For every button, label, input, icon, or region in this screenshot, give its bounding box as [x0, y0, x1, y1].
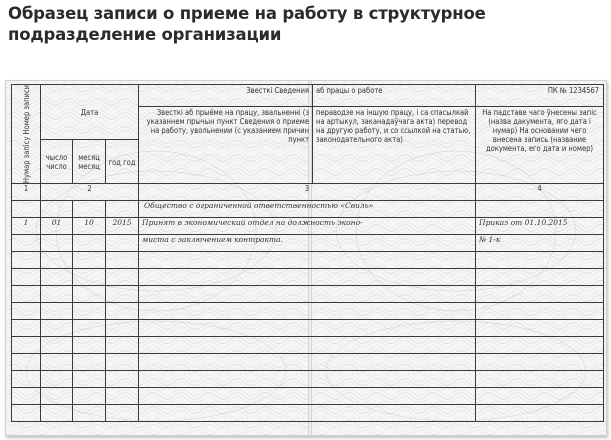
work-book-form — [5, 80, 607, 436]
header-pk — [476, 85, 604, 107]
header-basis: На падставе чаго ўнесены запіс (назва дакумента, яго дата і нумар) На основании чего внесена запись (название документа, его дата и номер) — [476, 107, 604, 184]
header-info-main: Звесткі аб прыёме на працу, звальненні (з указаннем прычын пункт Сведения о приеме на работу, увольнении (с указанием причин пункт — [139, 107, 313, 184]
header-entry-number: Нумар запісу Номер записи — [12, 85, 41, 184]
page-title: Образец записи о приеме на работу в структурное подразделение организации — [8, 4, 486, 44]
entry-text-line-2: миста с заключением контракта. — [139, 235, 476, 252]
pk-number: ПК № 1234567 — [547, 86, 600, 95]
empty-row — [12, 320, 604, 337]
header-work-top: аб працы о работе — [313, 85, 476, 107]
entry-text-line-1: Принят в экономический отдел на должность эконо- — [139, 218, 476, 235]
column-number-4: 4 — [476, 184, 604, 201]
empty-row — [12, 405, 604, 422]
entry-basis-line-1: Приказ от 01.10.2015 — [476, 218, 604, 235]
entry-number: 1 — [12, 218, 41, 235]
header-work-main: пераводзе на іншую працу, і са спасылкай на артыкул, заканадаўчага акта) перевод на другую работу, и со ссылкой на статью, законодательного акта) — [313, 107, 476, 184]
header-day: чысло число — [41, 140, 73, 184]
header-date: Дата — [41, 85, 139, 140]
entry-organization: Общество с ограниченной ответственностью «Свиль» — [139, 201, 476, 218]
empty-row — [12, 371, 604, 388]
empty-row — [12, 388, 604, 405]
column-number-2: 2 — [41, 184, 139, 201]
empty-row — [12, 337, 604, 354]
header-month: месяц месяц — [73, 140, 106, 184]
entry-day: 01 — [41, 218, 73, 235]
header-year: год год — [106, 140, 139, 184]
empty-row — [12, 286, 604, 303]
entry-basis-line-2: № 1-к — [476, 235, 604, 252]
empty-row — [12, 269, 604, 286]
entry-year: 2015 — [106, 218, 139, 235]
entry-month: 10 — [73, 218, 106, 235]
empty-row — [12, 354, 604, 371]
column-number-1: 1 — [12, 184, 41, 201]
entries-table — [11, 84, 604, 422]
header-info-top: Звесткі Сведения — [139, 85, 313, 107]
empty-row — [12, 252, 604, 269]
column-number-3: 3 — [139, 184, 476, 201]
empty-row — [12, 303, 604, 320]
